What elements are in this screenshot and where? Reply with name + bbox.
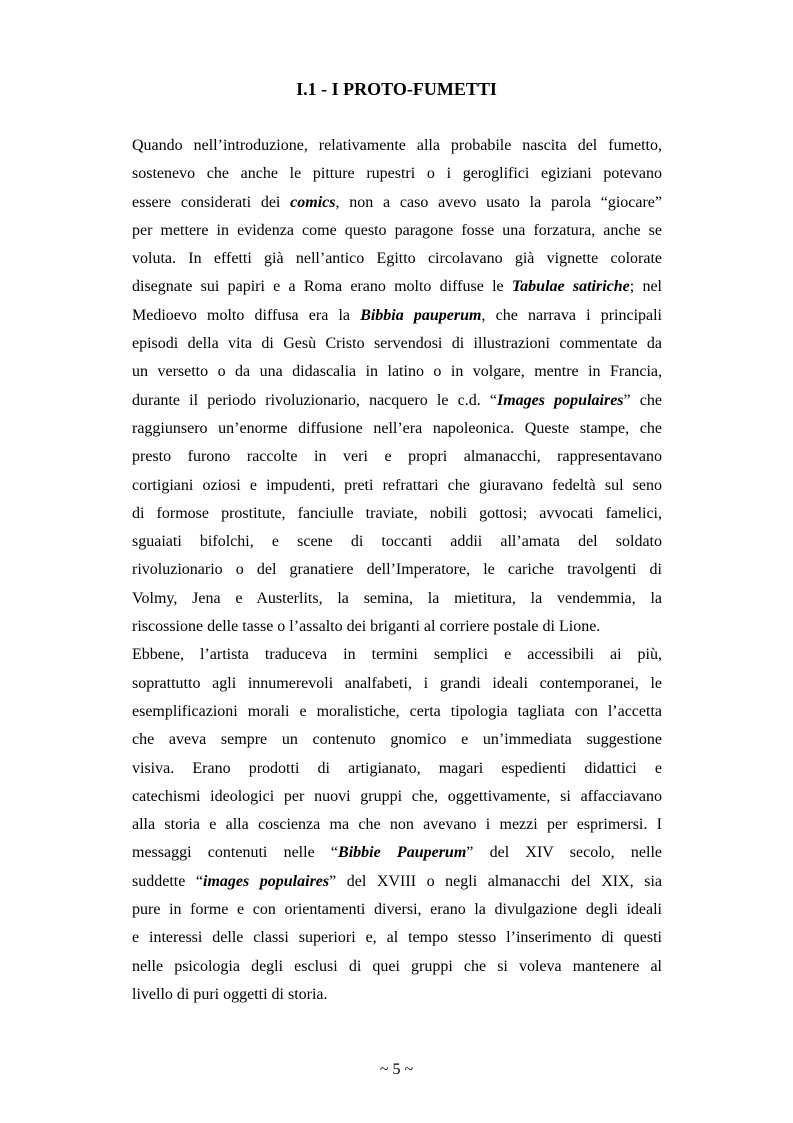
text-line: riscossione delle tasse o l’assalto dei briganti al corriere postale di Lione.: [132, 618, 601, 636]
paragraph: [132, 132, 662, 641]
text-run: , non a caso avevo usato la parola “giocare”: [335, 193, 663, 211]
text-line: visiva. Erano prodotti di artigianato, magari espedienti didattici e: [132, 759, 662, 777]
text-line: per mettere in evidenza come questo paragone fosse una forzatura, anche se: [132, 221, 662, 239]
text-line: catechismi ideologici per nuovi gruppi che, oggettivamente, si affacciavano: [132, 787, 662, 805]
text-run: durante il periodo rivoluzionario, nacquero le c.d. “: [132, 391, 497, 409]
page-title: I.1 - I PROTO-FUMETTI: [296, 79, 497, 99]
emphasized-term: Bibbie Pauperum: [338, 844, 467, 862]
text-run: Medioevo molto diffusa era la: [132, 306, 361, 324]
text-run: ” del XVIII o negli almanacchi del XIX, sia: [329, 872, 663, 890]
text-run: , che narrava i principali: [481, 306, 663, 324]
text-line: [132, 868, 662, 896]
text-run: suddette “: [132, 872, 203, 890]
text-line: cortigiani oziosi e impudenti, preti refrattari che giuravano fedeltà sul seno: [132, 476, 662, 494]
text-line: [132, 387, 662, 415]
text-line: Ebbene, l’artista traduceva in termini semplici e accessibili ai più,: [132, 646, 662, 664]
paragraph: [132, 641, 662, 1009]
emphasized-term: Tabulae satiriche: [511, 278, 630, 296]
text-line: [132, 189, 662, 217]
text-line: sguaiati bifolchi, e scene di toccanti addii all’amata del soldato: [132, 533, 662, 551]
text-line: esemplificazioni morali e moralistiche, certa tipologia tagliata con l’accetta: [132, 702, 662, 720]
text-run: ” del XIV secolo, nelle: [466, 844, 662, 862]
emphasized-term: Bibbia pauperum: [360, 306, 482, 324]
text-line: rivoluzionario o del granatiere dell’Imperatore, le cariche travolgenti di: [132, 561, 662, 579]
text-line: Quando nell’introduzione, relativamente alla probabile nascita del fumetto,: [132, 137, 662, 154]
emphasized-term: comics: [290, 193, 336, 211]
text-line: sostenevo che anche le pitture rupestri o i geroglifici egiziani potevano: [132, 165, 662, 183]
text-run: ” che: [623, 391, 663, 409]
text-line: [132, 302, 662, 330]
text-line: voluta. In effetti già nell’antico Egitto circolavano già vignette colorate: [132, 250, 662, 268]
text-line: presto furono raccolte in veri e propri almanacchi, rappresentavano: [132, 448, 662, 466]
emphasized-term: images populaires: [203, 872, 330, 890]
text-line: episodi della vita di Gesù Cristo servendosi di illustrazioni commentate da: [132, 335, 662, 353]
text-line: un versetto o da una didascalia in latino o in volgare, mentre in Francia,: [132, 363, 662, 381]
text-line: Volmy, Jena e Austerlits, la semina, la mietitura, la vendemmia, la: [132, 589, 662, 607]
text-line: [132, 273, 662, 301]
text-line: che aveva sempre un contenuto gnomico e un’immediata suggestione: [132, 731, 662, 749]
text-line: [132, 839, 662, 867]
text-line: alla storia e alla coscienza ma che non avevano i mezzi per esprimersi. I: [132, 816, 662, 834]
text-line: nelle psicologia degli esclusi di quei gruppi che si voleva mantenere al: [132, 957, 662, 975]
text-line: raggiunsero un’enorme diffusione nell’era napoleonica. Queste stampe, che: [132, 419, 662, 437]
text-run: disegnate sui papiri e a Roma erano molto diffuse le: [132, 278, 512, 296]
text-line: e interessi delle classi superiori e, al tempo stesso l’inserimento di questi: [132, 929, 662, 947]
body-text: [132, 132, 662, 1009]
text-line: pure in forme e con orientamenti diversi, erano la divulgazione degli ideali: [132, 901, 662, 919]
text-line: livello di puri oggetti di storia.: [132, 985, 328, 1003]
text-run: essere considerati dei: [132, 193, 291, 211]
text-run: ; nel: [629, 278, 663, 296]
text-line: di formose prostitute, fanciulle traviate, nobili gottosi; avvocati famelici,: [132, 504, 662, 522]
text-line: soprattutto agli innumerevoli analfabeti, i grandi ideali contemporanei, le: [132, 674, 662, 692]
text-run: messaggi contenuti nelle “: [132, 844, 339, 862]
page-number: ~ 5 ~: [379, 1061, 414, 1078]
emphasized-term: Images populaires: [497, 391, 624, 409]
